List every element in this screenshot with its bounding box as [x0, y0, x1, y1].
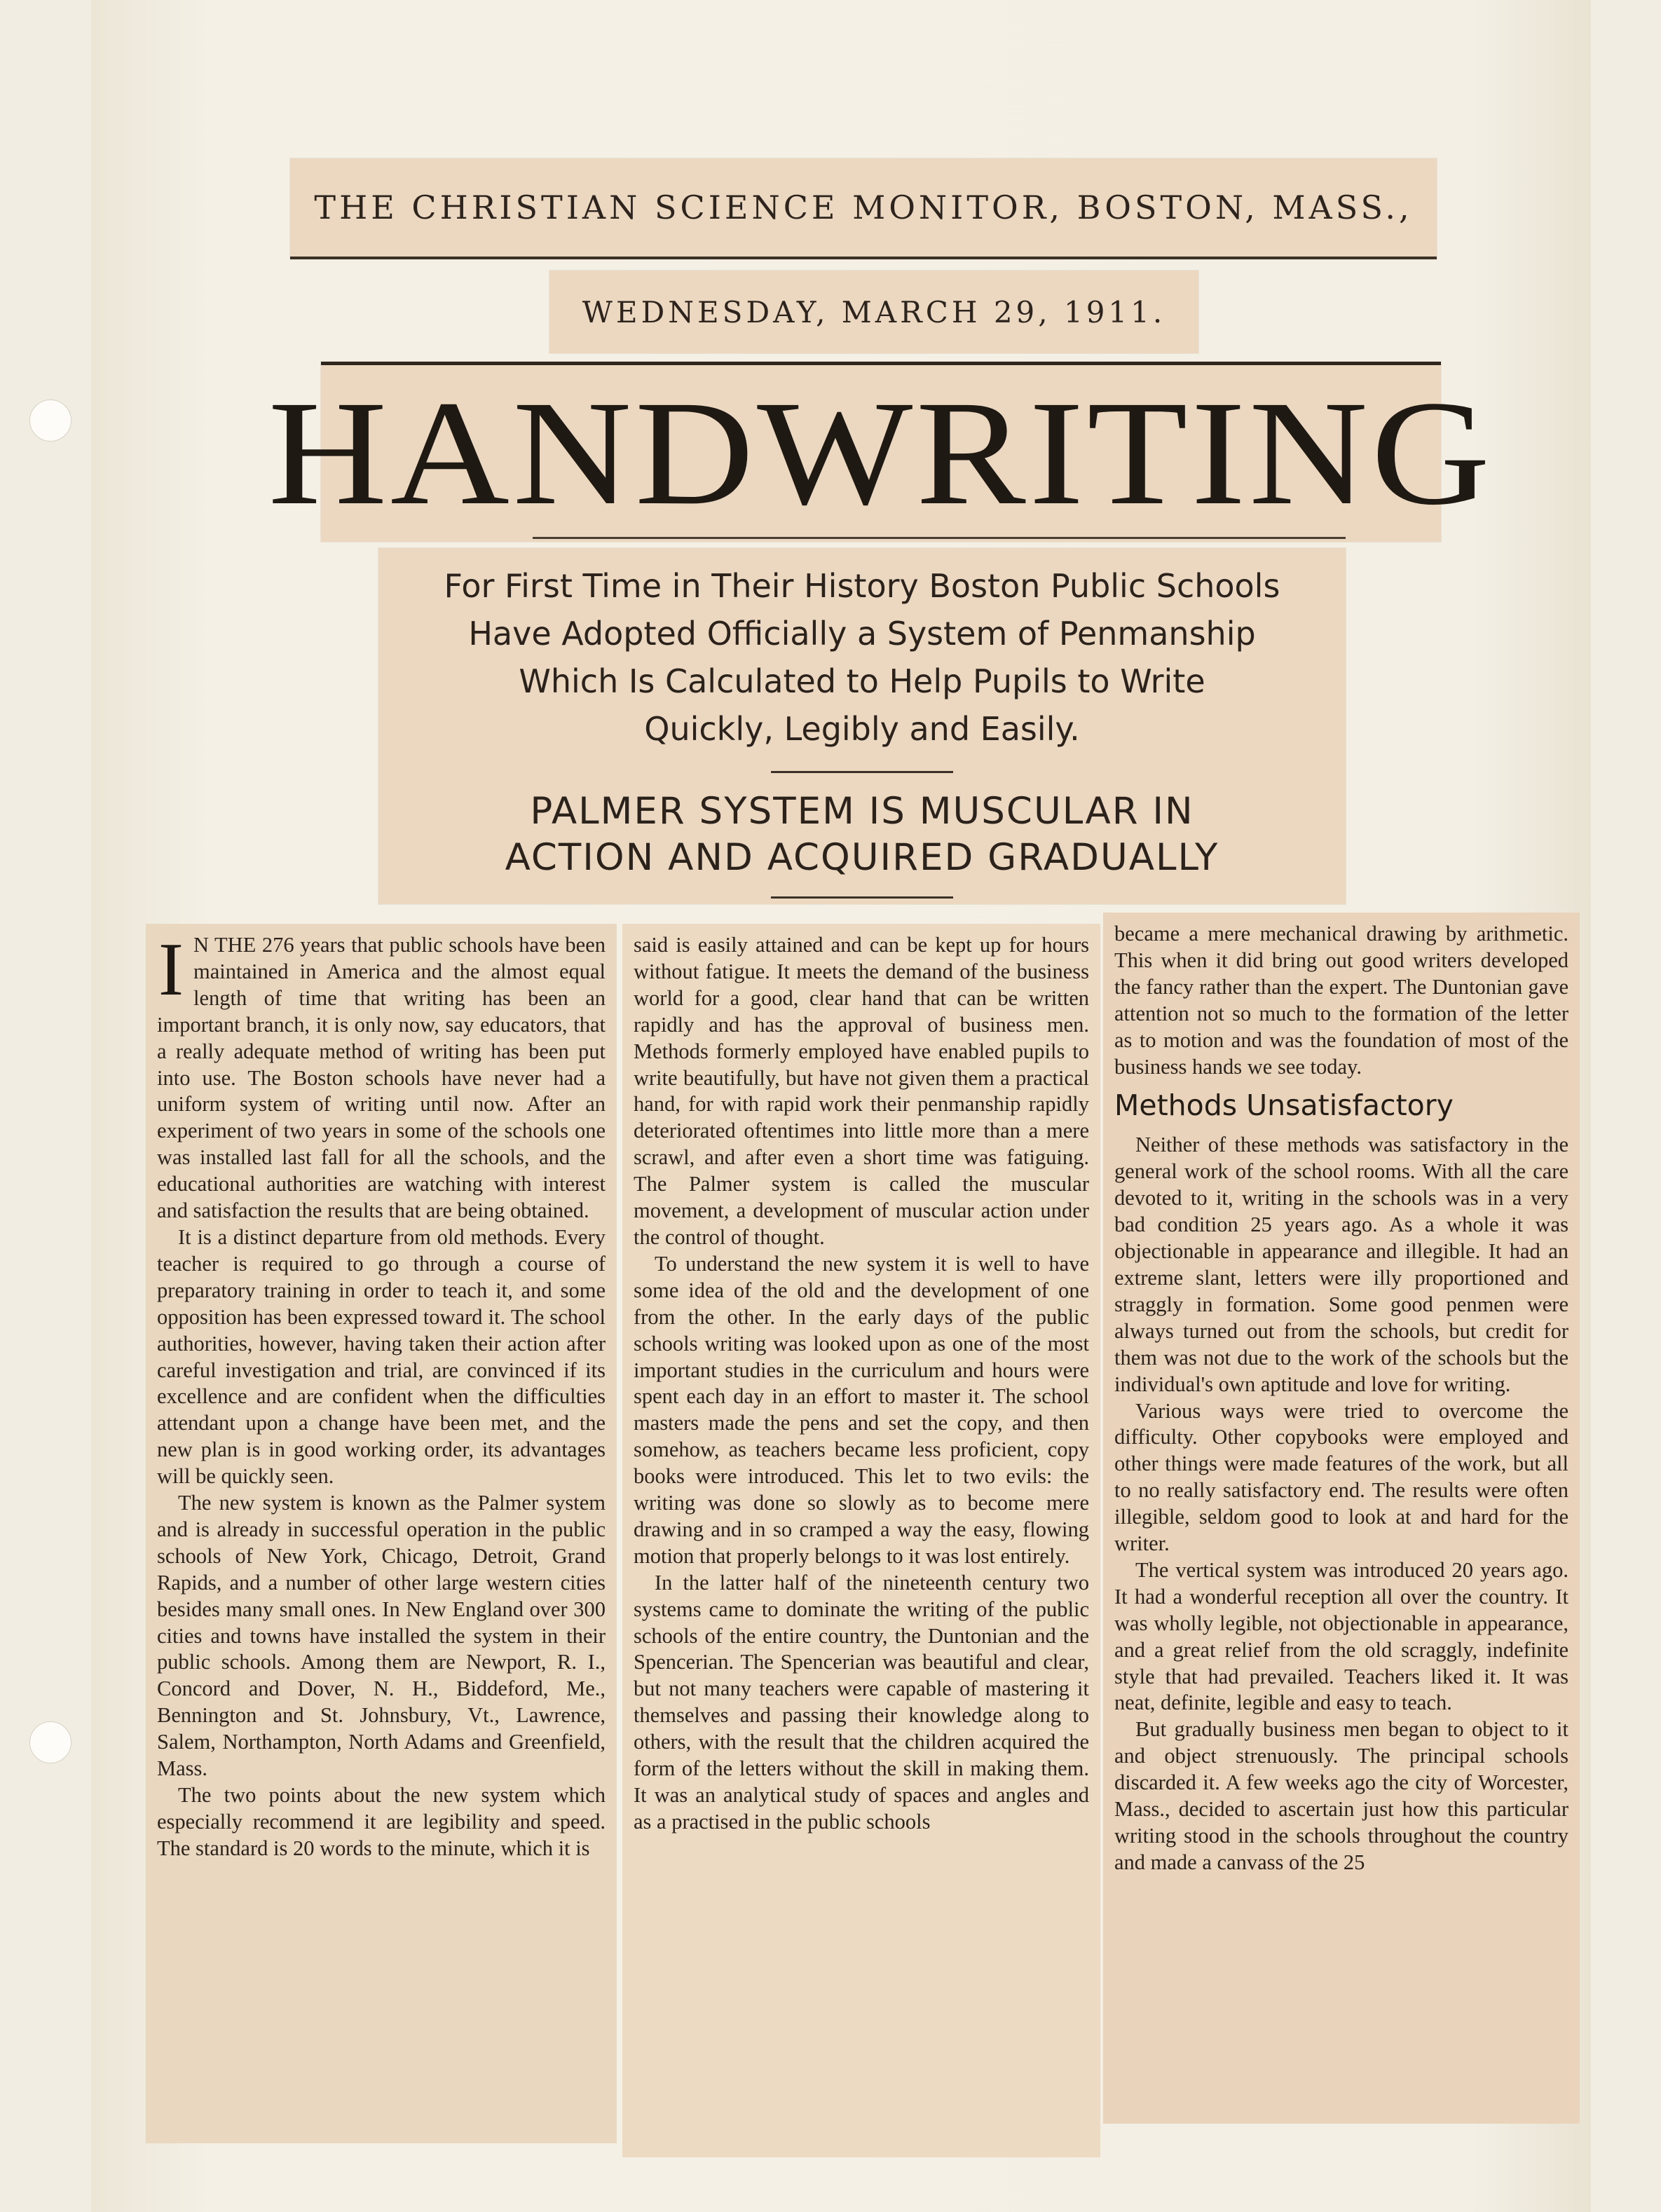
deck-line: For First Time in Their History Boston Public Schools — [444, 567, 1280, 605]
headline: HANDWRITING — [268, 370, 1494, 536]
article-paragraph: The vertical system was introduced 20 years ago. It had a wonderful reception all over the country. It was wholly legible, not objectionable in appearance, and a great relief from the old scraggly, indefinite style that had prevailed. Teachers liked it. It was neat, definite, legible and easy to teach. — [1114, 1557, 1568, 1715]
headline-clipping — [268, 362, 1494, 542]
subdeck-headline — [378, 788, 1346, 881]
article-paragraph: It is a distinct departure from old methods. Every teacher is required to go through a course of preparatory training in order to teach it, and some opposition has been expressed toward it. The school authorities, however, having taken their action after careful investigation and trial, are convinced if its excellence and are confident when the difficulties attendant upon a change have been met, and the new plan is in good working order, its advantages will be quickly seen. — [157, 1224, 606, 1489]
deck-clipping — [378, 548, 1346, 904]
article-paragraph: Neither of these methods was satisfactory in the general work of the school rooms. With all the care devoted to it, writing in the schools was in a very bad condition 25 years ago. As a whole it was objectionable in appearance and illegible. It had an extreme slant, letters were illy proportioned and straggly in formation. Some good penmen were always turned out from the schools, but credit for them was not due to the work of the schools but the individual's own aptitude and love for writing. — [1114, 1133, 1568, 1396]
drop-cap: I — [158, 928, 184, 1011]
subdeck-divider — [771, 896, 953, 899]
deck-line: Quickly, Legibly and Easily. — [644, 710, 1080, 748]
binder-hole — [29, 1721, 71, 1763]
masthead: THE CHRISTIAN SCIENCE MONITOR, BOSTON, MASS., — [314, 189, 1413, 226]
article-column-3 — [1103, 913, 1580, 2124]
masthead-clipping — [290, 158, 1437, 259]
dateline: WEDNESDAY, MARCH 29, 1911. — [582, 294, 1166, 329]
deck-headline — [378, 562, 1346, 753]
article-paragraph: In the latter half of the nineteenth century two systems came to dominate the writing of the public schools of the entire country, the Duntonian and the Spencerian. The Spencerian was beautiful and clear, but not many teachers were capable of mastering it themselves and passing their knowledge along to others, with the result that the children acquired the form of the letters without the skill in making them. It was an analytical study of spaces and angles and as a practised in the public schools — [634, 1570, 1089, 1834]
article-paragraph: I N THE 276 years that public schools have been maintained in America and the almost equal length of time that writing has been an important branch, it is only now, say educators, that a really adequate method of writing has been put into use. The Boston schools have never had a uniform system of writing until now. After an experiment of two years in some of the schools one was installed last fall for all the schools, and the educational authorities are watching with interest and satisfaction the results that are being obtained. — [157, 928, 606, 1223]
article-paragraph: The two points about the new system which especially recommend it are legibility and speed. The standard is 20 words to the minute, which it is — [157, 1783, 606, 1860]
article-paragraph: said is easily attained and can be kept up for hours without fatigue. It meets the demand of the business world for a good, clear hand that can be written rapidly and has the approval of business men. Methods formerly employed have enabled pupils to write beautifully, but have not given them a practical hand, for with rapid work their penmanship rapidly deteriorated oftentimes into little more than a mere scrawl, and after even a short time was fatiguing. The Palmer system is called the muscular movement, a development of muscular action under the control of thought. — [634, 933, 1089, 1249]
binder-hole — [29, 400, 71, 442]
article-column-1 — [146, 924, 617, 2143]
headline-rule — [533, 537, 1346, 539]
deck-divider — [771, 771, 953, 773]
deck-line: Have Adopted Officially a System of Penmanship — [468, 615, 1256, 653]
article-paragraph: But gradually business men began to object to it and object strenuously. The principal schools discarded it. A few weeks ago the city of Worcester, Mass., decided to ascertain just how this particular writing stood in the schools throughout the country and made a canvass of the 25 — [1114, 1717, 1568, 1874]
section-subhead: Methods Unsatisfactory — [1114, 1088, 1454, 1123]
article-paragraph: became a mere mechanical drawing by arithmetic. This when it did bring out good writers developed the fancy rather than the expert. The Duntonian gave attention not so much to the formation of the letter as to motion and was the foundation of most of the business hands we see today. — [1114, 922, 1568, 1079]
dateline-clipping — [549, 271, 1198, 353]
article-paragraph: To understand the new system it is well to have some idea of the old and the development of one from the other. In the early days of the public schools writing was looked upon as one of the most important studies in the curriculum and hours were spent each day in an effort to master it. The school masters made the pens and set the copy, and then somehow, as teachers became less proficient, copy books were introduced. This let to two evils: the writing was done so slowly as to become mere drawing and in so cramped a way the easy, flowing motion that properly belongs to it was lost entirely. — [634, 1251, 1089, 1568]
article-paragraph: The new system is known as the Palmer system and is already in successful operation in the public schools of New York, Chicago, Detroit, Grand Rapids, and a number of other large western cities besides many small ones. In New England over 300 cities and towns have installed the system in their public schools. Among them are Newport, R. I., Concord and Dover, N. H., Biddeford, Me., Bennington and St. Johnsbury, Vt., Lawrence, Salem, Northampton, North Adams and Greenfield, Mass. — [157, 1491, 606, 1781]
article-column-2 — [622, 924, 1100, 2157]
article-paragraph: Various ways were tried to overcome the difficulty. Other copybooks were employed and other things were made features of the work, but all to no really satisfactory end. The results were often illegible, seldom good to look at and hard for the writer. — [1114, 1398, 1568, 1556]
deck-line: Which Is Calculated to Help Pupils to Write — [519, 662, 1205, 700]
subdeck-line: ACTION AND ACQUIRED GRADUALLY — [505, 836, 1219, 879]
subdeck-line: PALMER SYSTEM IS MUSCULAR IN — [530, 790, 1194, 833]
